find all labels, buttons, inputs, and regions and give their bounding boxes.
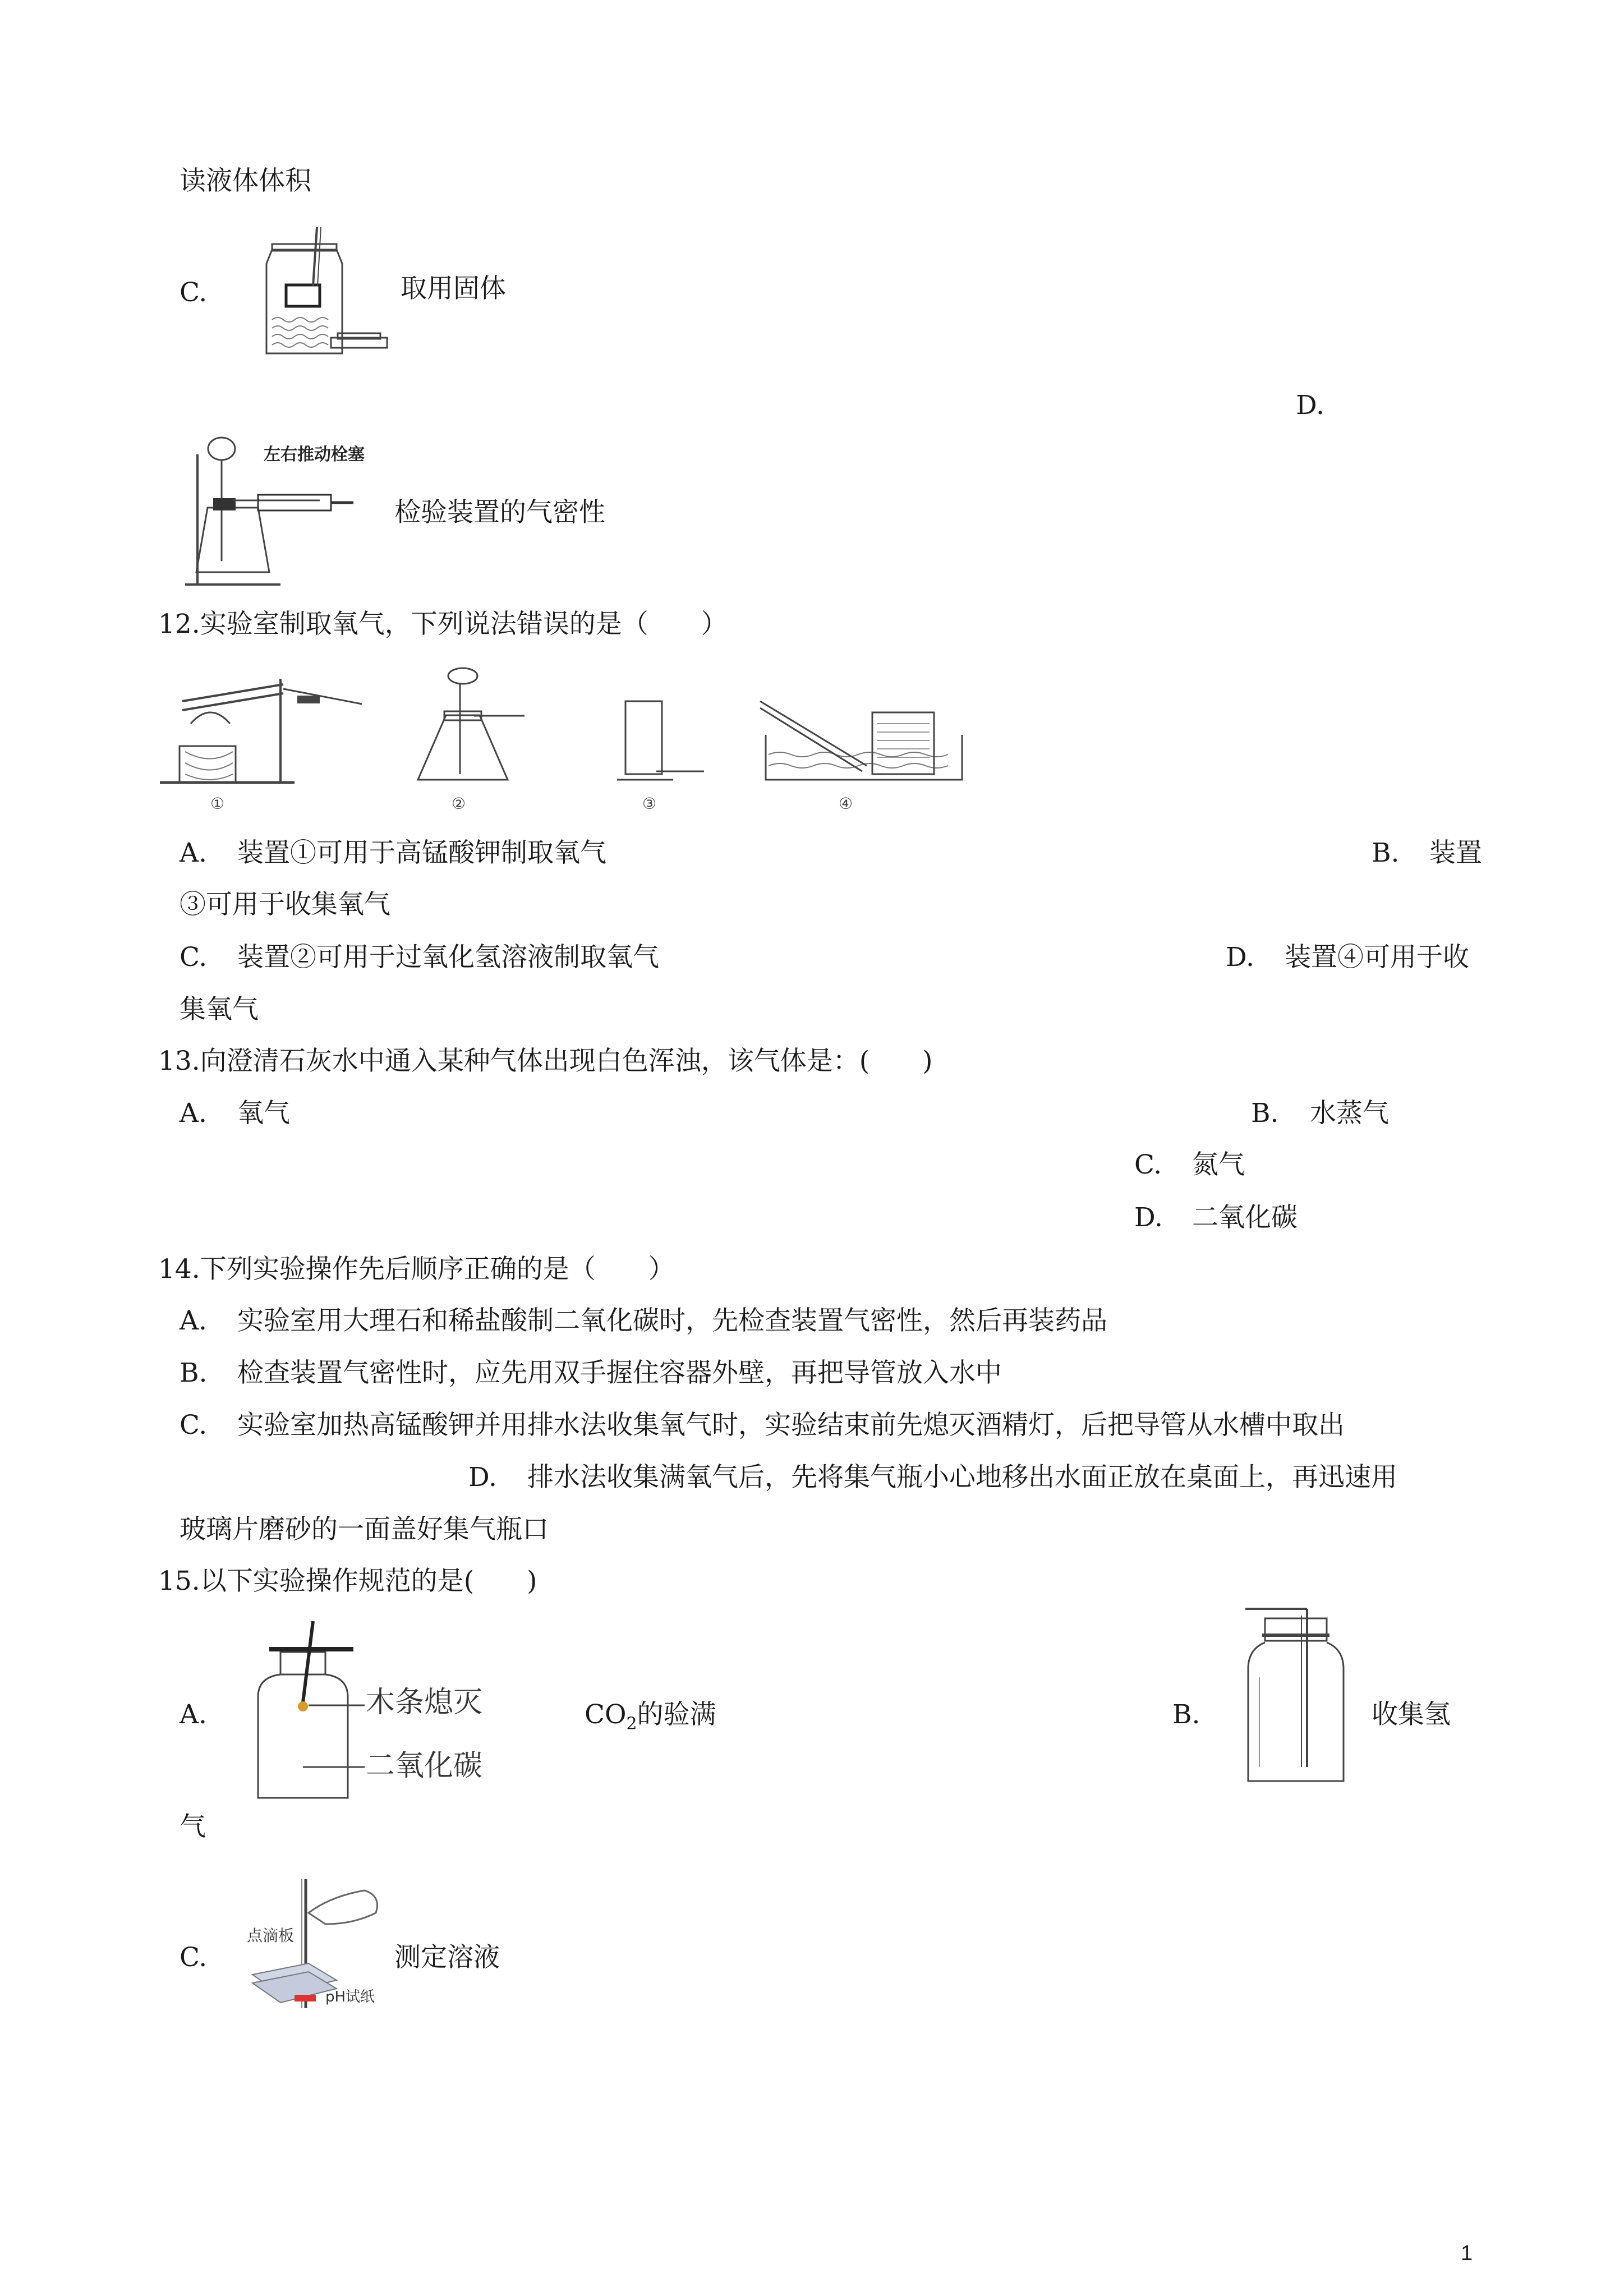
q12-option-d-text2: 集氧气 xyxy=(180,994,259,1025)
q11-option-c-label: C. xyxy=(180,277,208,308)
q13-option-a-label: A. xyxy=(180,1098,207,1129)
q13-option-a-text: 氧气 xyxy=(237,1098,290,1129)
q14-option-c-text: 实验室加热高锰酸钾并用排水法收集氧气时，实验结束前先熄灭酒精灯，后把导管从水槽中取出 xyxy=(237,1410,1345,1441)
q14-option-d-text2: 玻璃片磨砂的一面盖好集气瓶口 xyxy=(180,1514,549,1545)
q11-option-d-text: 检验装置的气密性 xyxy=(394,497,605,528)
co2-fig-label-co2: 二氧化碳 xyxy=(366,1749,483,1783)
q12-option-b-text1: 装置 xyxy=(1429,838,1482,868)
q12-apparatus-1-label: ① xyxy=(210,794,225,813)
q14-option-a-label: A. xyxy=(180,1305,207,1336)
q13-option-b-text: 水蒸气 xyxy=(1310,1098,1389,1129)
q14-option-b-text: 检查装置气密性时，应先用双手握住容器外壁，再把导管放入水中 xyxy=(237,1358,1002,1388)
q12-apparatus-4-label: ④ xyxy=(839,794,853,813)
q13-option-c-label: C. xyxy=(1134,1149,1162,1180)
q14-stem: 14.下列实验操作先后顺序正确的是（ ） xyxy=(158,1254,675,1285)
q13-option-c-text: 氮气 xyxy=(1192,1149,1245,1180)
take-solid-figure xyxy=(247,224,393,359)
q14-option-c-label: C. xyxy=(180,1410,208,1441)
ph-test-figure xyxy=(241,1868,404,2019)
q12-option-b-label: B. xyxy=(1372,838,1400,868)
q12-option-b-text2: ③可用于收集氧气 xyxy=(180,889,390,920)
q12-apparatus-2-label: ② xyxy=(452,794,466,813)
ph-fig-label-ph-paper: pH试纸 xyxy=(325,1989,375,2005)
page-number: 1 xyxy=(1461,2242,1473,2265)
q15-option-a-label: A. xyxy=(180,1699,207,1730)
q15-stem: 15.以下实验操作规范的是( ) xyxy=(158,1566,537,1596)
q15-option-a-text xyxy=(585,1698,716,1741)
q12-apparatus-3-label: ③ xyxy=(642,794,657,813)
q14-option-a-text: 实验室用大理石和稀盐酸制二氧化碳时，先检查装置气密性，然后再装药品 xyxy=(237,1305,1107,1336)
q11-option-d-label: D. xyxy=(1296,390,1324,421)
q12-stem: 12.实验室制取氧气，下列说法错误的是（ ） xyxy=(158,609,728,639)
ph-fig-label-spot-plate: 点滴板 xyxy=(247,1926,295,1945)
q12-option-a-text: 装置①可用于高锰酸钾制取氧气 xyxy=(237,838,606,868)
q12-option-a-label: A. xyxy=(180,838,207,868)
q13-stem: 13.向澄清石灰水中通入某种气体出现白色浑浊，该气体是：( ) xyxy=(158,1046,933,1076)
q13-option-b-label: B. xyxy=(1251,1098,1279,1129)
q15-option-b-text1: 收集氢 xyxy=(1372,1699,1451,1730)
q14-option-b-label: B. xyxy=(180,1358,208,1388)
co2-fig-label-splint-out: 木条熄灭 xyxy=(366,1686,483,1719)
q13-option-d-label: D. xyxy=(1134,1202,1163,1233)
co2-full-test-figure xyxy=(247,1616,561,1806)
q11-option-c-text: 取用固体 xyxy=(401,273,506,304)
q14-option-d-label: D. xyxy=(468,1462,497,1493)
q11-b-tail: 读液体体积 xyxy=(180,165,311,196)
airtightness-caption: 左右推动栓塞 xyxy=(264,445,365,464)
q12-option-c-text: 装置②可用于过氧化氢溶液制取氧气 xyxy=(237,942,659,973)
q12-option-d-text1: 装置④可用于收 xyxy=(1285,942,1469,973)
q12-option-d-label: D. xyxy=(1226,942,1254,973)
co2-formula: CO xyxy=(585,1699,627,1730)
airtightness-figure xyxy=(180,432,404,589)
q12-option-c-label: C. xyxy=(180,942,208,973)
q15-option-b-label: B. xyxy=(1172,1699,1200,1730)
q15-option-c-text: 测定溶液 xyxy=(394,1942,500,1973)
q12-apparatus-figure xyxy=(154,662,968,813)
q14-option-d-text1: 排水法收集满氧气后，先将集气瓶小心地移出水面正放在桌面上，再迅速用 xyxy=(527,1462,1397,1493)
full-test-text: 的验满 xyxy=(637,1699,716,1730)
q13-option-d-text: 二氧化碳 xyxy=(1192,1202,1298,1233)
co2-subscript: 2 xyxy=(626,1714,637,1734)
q15-option-b-text2: 气 xyxy=(180,1811,206,1842)
q15-option-c-label: C. xyxy=(180,1942,208,1973)
collect-hydrogen-figure xyxy=(1234,1593,1363,1795)
